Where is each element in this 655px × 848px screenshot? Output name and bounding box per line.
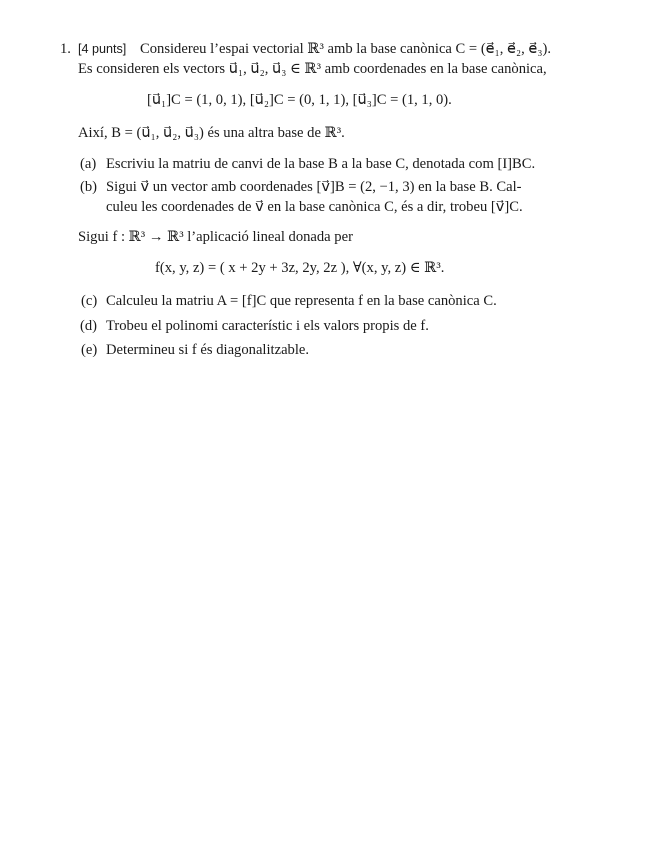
part-a-text: Escriviu la matriu de canvi de la base B a la base C, denotada com [I]BC. xyxy=(106,156,536,172)
part-c-text: Calculeu la matriu A = [f]C que representa f en la base canònica C. xyxy=(106,293,497,309)
basis-statement: Així, B = (u⃗₁, u⃗₂, u⃗₃) és una altra base de ℝ³. xyxy=(78,125,345,141)
problem-number: 1. xyxy=(60,41,71,57)
part-c-label: (c) xyxy=(81,293,98,309)
part-b-label: (b) xyxy=(80,179,98,195)
part-b-text-line1: Sigui v⃗ un vector amb coordenades [v⃗]B = (2, −1, 3) en la base B. Cal- xyxy=(106,179,522,195)
problem-intro-line2: Es consideren els vectors u⃗₁, u⃗₂, u⃗₃ ∈ ℝ³ amb coordenades en la base canònica, xyxy=(78,61,547,77)
problem-intro-line1: Considereu l’espai vectorial ℝ³ amb la base canònica C = (e⃗₁, e⃗₂, e⃗₃). xyxy=(140,41,551,57)
map-intro: Sigui f : ℝ³ → ℝ³ l’aplicació lineal donada per xyxy=(78,229,353,245)
part-a-label: (a) xyxy=(80,156,97,172)
part-d-text: Trobeu el polinomi característic i els valors propis de f. xyxy=(106,318,429,334)
problem-points: [4 punts] xyxy=(78,42,127,56)
vectors-equation: [u⃗₁]C = (1, 0, 1), [u⃗₂]C = (0, 1, 1), [u⃗₃]C = (1, 1, 0). xyxy=(147,92,452,108)
part-e-label: (e) xyxy=(81,342,98,358)
part-b-text-line2: culeu les coordenades de v⃗ en la base canònica C, és a dir, trobeu [v⃗]C. xyxy=(106,199,523,215)
part-e-text: Determineu si f és diagonalitzable. xyxy=(106,342,310,358)
map-equation: f(x, y, z) = ( x + 2y + 3z, 2y, 2z ), ∀(x, y, z) ∈ ℝ³. xyxy=(155,260,445,276)
part-d-label: (d) xyxy=(80,318,98,334)
